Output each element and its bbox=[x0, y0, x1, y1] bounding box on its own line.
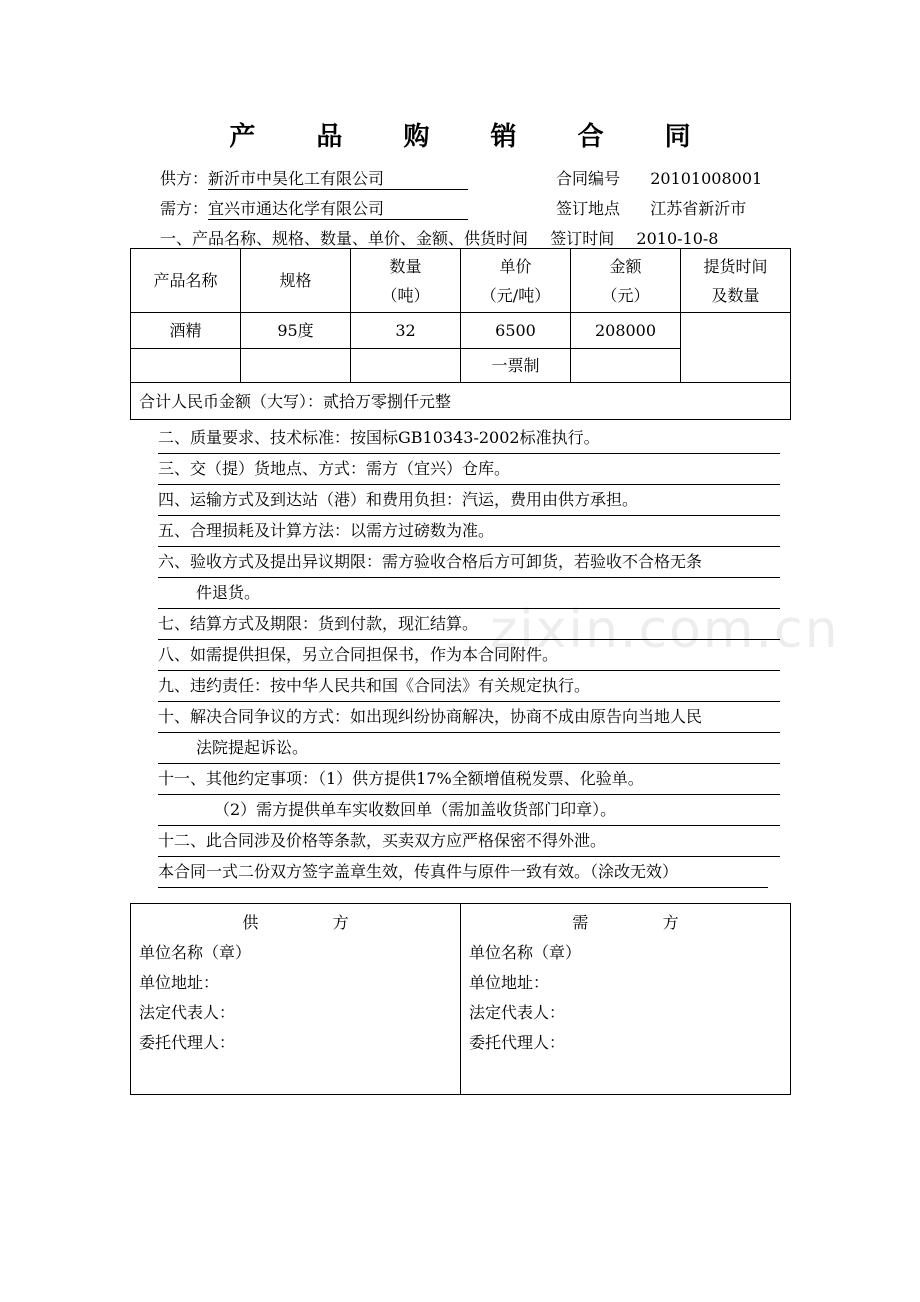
supplier-name: 新沂市中昊化工有限公司 bbox=[208, 166, 468, 190]
buyer-agent: 委托代理人： bbox=[469, 1033, 566, 1052]
sign-place: 江苏省新沂市 bbox=[650, 199, 747, 218]
table-row bbox=[131, 313, 791, 349]
supplier-heading-b: 方 bbox=[332, 913, 349, 932]
header-delivery-label2: 及数量 bbox=[711, 285, 760, 305]
buyer-unit-name: 单位名称（章） bbox=[469, 943, 582, 962]
header-qty bbox=[351, 249, 461, 313]
buyer-unit-address: 单位地址： bbox=[469, 973, 550, 992]
section1-heading: 一、产品名称、规格、数量、单价、金额、供货时间 bbox=[160, 229, 529, 248]
buyer-legal-rep: 法定代表人： bbox=[469, 1003, 566, 1022]
header-qty-unit: （吨） bbox=[381, 285, 430, 305]
term-3: 三、交（提）货地点、方式：需方（宜兴）仓库。 bbox=[158, 454, 780, 485]
supplier-heading-a: 供 bbox=[242, 913, 259, 932]
header-price-label: 单价 bbox=[499, 256, 532, 276]
buyer-heading-a: 需 bbox=[572, 913, 589, 932]
buyer-sign-block bbox=[461, 904, 791, 1095]
term-11: 十一、其他约定事项：（1）供方提供17%全额增值税发票、化验单。 bbox=[158, 764, 780, 795]
supplier-line bbox=[160, 166, 468, 190]
header-amount-label: 金额 bbox=[609, 256, 642, 276]
term-7: 七、结算方式及期限：货到付款，现汇结算。 bbox=[158, 609, 780, 640]
header-price-unit: （元/吨） bbox=[480, 285, 551, 305]
contract-no-label: 合同编号 bbox=[556, 169, 621, 188]
buyer-heading-b: 方 bbox=[662, 913, 679, 932]
header-delivery bbox=[681, 249, 791, 313]
section1-line bbox=[160, 226, 718, 249]
header-delivery-label: 提货时间 bbox=[703, 256, 768, 276]
cell-empty bbox=[131, 349, 241, 383]
term-2: 二、质量要求、技术标准：按国标GB10343-2002标准执行。 bbox=[158, 423, 780, 454]
term-6: 六、验收方式及提出异议期限：需方验收合格后方可卸货，若验收不合格无条 bbox=[158, 547, 780, 578]
supplier-label: 供方： bbox=[160, 169, 209, 188]
supplier-unit-address: 单位地址： bbox=[139, 973, 220, 992]
buyer-sign-heading bbox=[469, 908, 782, 938]
header-amount-unit: （元） bbox=[601, 285, 650, 305]
header-spec: 规格 bbox=[241, 249, 351, 313]
total-row bbox=[131, 383, 791, 420]
supplier-unit-name: 单位名称（章） bbox=[139, 943, 252, 962]
cell-price: 6500 bbox=[461, 313, 571, 349]
term-10: 十、解决合同争议的方式：如出现纠纷协商解决，协商不成由原告向当地人民 bbox=[158, 702, 780, 733]
cell-empty bbox=[571, 349, 681, 383]
cell-qty: 32 bbox=[351, 313, 461, 349]
header-price bbox=[461, 249, 571, 313]
sign-time: 2010-10-8 bbox=[636, 229, 719, 248]
header-amount bbox=[571, 249, 681, 313]
cell-price-type: 一票制 bbox=[461, 349, 571, 383]
term-5: 五、合理损耗及计算方法：以需方过磅数为准。 bbox=[158, 516, 780, 547]
cell-name: 酒精 bbox=[131, 313, 241, 349]
watermark: zixin.com.cn bbox=[490, 600, 840, 660]
supplier-sign-heading bbox=[139, 908, 452, 938]
total-amount: 合计人民币金额（大写）：贰拾万零捌仟元整 bbox=[131, 383, 791, 420]
term-12: 十二、此合同涉及价格等条款，买卖双方应严格保密不得外泄。 bbox=[158, 826, 780, 857]
sign-place-label: 签订地点 bbox=[556, 199, 621, 218]
term-6-cont: 件退货。 bbox=[158, 578, 780, 609]
term-8: 八、如需提供担保，另立合同担保书，作为本合同附件。 bbox=[158, 640, 780, 671]
contract-note: 本合同一式二份双方签字盖章生效，传真件与原件一致有效。（涂改无效） bbox=[158, 857, 768, 888]
term-11-cont: （2）需方提供单车实收数回单（需加盖收货部门印章）。 bbox=[158, 795, 780, 826]
buyer-line bbox=[160, 196, 468, 220]
cell-amount: 208000 bbox=[571, 313, 681, 349]
buyer-name: 宜兴市通达化学有限公司 bbox=[208, 196, 468, 220]
header-name: 产品名称 bbox=[131, 249, 241, 313]
supplier-agent: 委托代理人： bbox=[139, 1033, 236, 1052]
signature-table bbox=[130, 903, 791, 1095]
cell-empty bbox=[351, 349, 461, 383]
cell-spec: 95度 bbox=[241, 313, 351, 349]
cell-delivery bbox=[681, 313, 791, 383]
header-qty-label: 数量 bbox=[389, 256, 422, 276]
page-title: 产 品 购 销 合 同 bbox=[229, 122, 717, 152]
supplier-legal-rep: 法定代表人： bbox=[139, 1003, 236, 1022]
term-10-cont: 法院提起诉讼。 bbox=[158, 733, 780, 764]
term-4: 四、运输方式及到达站（港）和费用负担：汽运，费用由供方承担。 bbox=[158, 485, 780, 516]
sign-time-label: 签订时间 bbox=[550, 229, 615, 248]
terms-list bbox=[158, 423, 780, 888]
contract-no: 20101008001 bbox=[650, 169, 763, 188]
cell-empty bbox=[241, 349, 351, 383]
term-9: 九、违约责任：按中华人民共和国《合同法》有关规定执行。 bbox=[158, 671, 780, 702]
table-header-row bbox=[131, 249, 791, 313]
sign-place-line bbox=[556, 196, 746, 219]
buyer-label: 需方： bbox=[160, 199, 209, 218]
supplier-sign-block bbox=[131, 904, 461, 1095]
contract-no-line bbox=[556, 166, 762, 189]
product-table bbox=[130, 248, 791, 420]
